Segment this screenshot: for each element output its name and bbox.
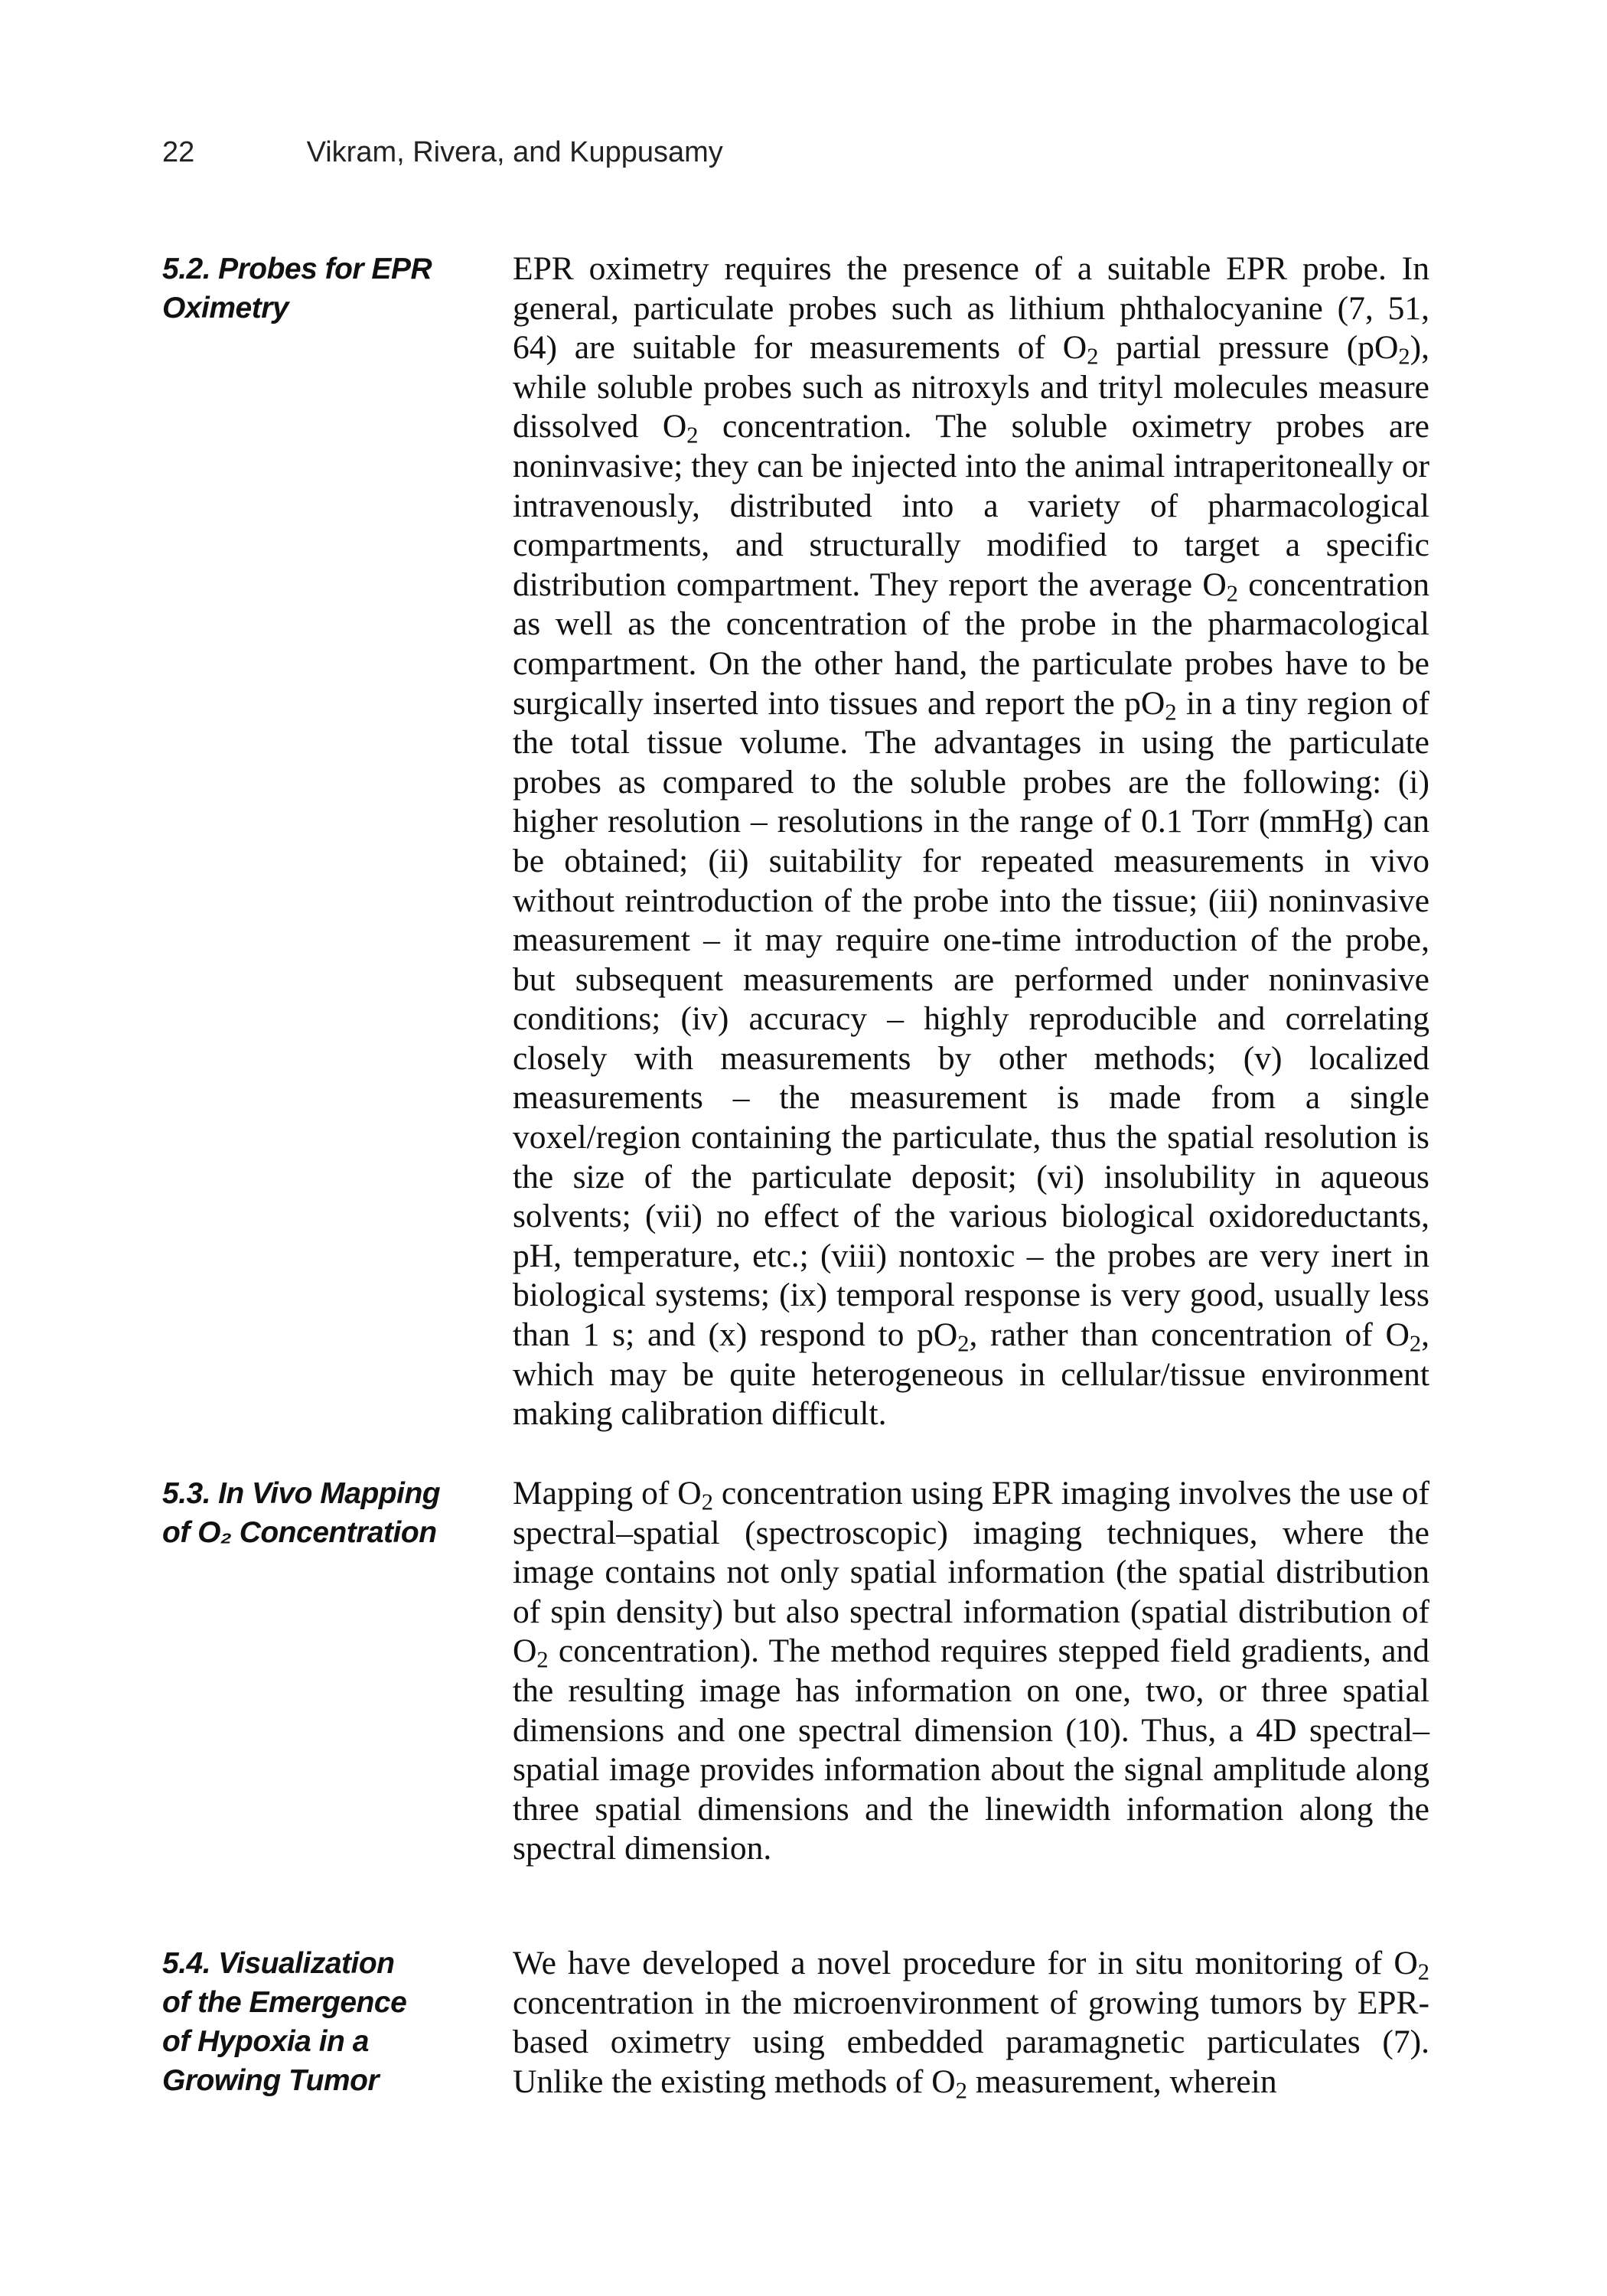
section-title-line: Growing Tumor [162, 2064, 380, 2097]
section-heading [162, 249, 491, 328]
section-paragraph [513, 1474, 1429, 1869]
section-title-line: In Vivo Mapping [218, 1477, 441, 1510]
section-title-line: of Hypoxia in a [162, 2025, 369, 2058]
subscript: 2 [701, 1489, 713, 1515]
text-run: in a tiny region of the total tissue volume. The advantages in using the particulate probes as compared to the soluble probes are the following: (i) higher resolution – resolutions in the range of 0.1 Torr (mmHg) can be obtained; (ii) suitability for repeated measurements in vivo without reintroduction of the probe into the tissue; (iii) noninvasive measurement – it may require one-time introduction of the probe, but subsequent measurements are performed under noninvasive conditions; (iv) accuracy – highly reproducible and correlating closely with measurements by other methods; (v) localized measurements – the measurement is made from a single voxel/region containing the particulate, thus the spatial resolution is the size of the particulate deposit; (vi) insolubility in aqueous solvents; (vii) no effect of the various biological oxidoreductants, pH, temperature, etc.; (viii) nontoxic – the probes are very inert in biological systems; (ix) temporal response is very good, usually less than 1 s; and (x) respond to pO [513, 684, 1429, 1354]
subscript: 2 [1165, 699, 1177, 726]
subscript: 2 [955, 2077, 967, 2104]
text-run: concentration. The soluble oximetry probes are noninvasive; they can be injected into the animal intraperitoneally or intravenously, distributed into a variety of pharmacological compartments, and structurally modified to target a specific distribution compartment. They report the average O [513, 408, 1429, 603]
section-paragraph [513, 1944, 1429, 2102]
text-run: concentration using EPR imaging involves the use of spectral–spatial (spectroscopic) imaging techniques, where the image contains not only spatial information (the spatial distribution of spin density) but also spectral information (spatial distribution of O [513, 1475, 1429, 1670]
text-run: concentration). The method requires stepped field gradients, and the resulting image has information on one, two, or three spatial dimensions and one spectral dimension (10). Thus, a 4D spectral–spatial image provides information about the signal amplitude along three spatial dimensions and the linewidth information along the spectral dimension. [513, 1632, 1429, 1867]
section-number: 5.3. [162, 1477, 211, 1510]
subscript: 2 [1417, 1958, 1429, 1985]
text-run: measurement, wherein [966, 2063, 1277, 2100]
section-title-line: Probes for EPR [218, 253, 432, 285]
section-heading [162, 1474, 491, 1552]
text-run: Mapping of O [513, 1475, 702, 1512]
section-title-line: Oximetry [162, 292, 289, 325]
subscript: 2 [686, 422, 699, 448]
text-run: , rather than concentration of O [969, 1316, 1410, 1354]
section-title-line: of O₂ Concentration [162, 1516, 437, 1549]
text-run: ), while soluble probes such as nitroxyls and trityl molecules measure dissolved O [513, 329, 1429, 445]
section-number: 5.2. [162, 253, 211, 285]
subscript: 2 [957, 1330, 970, 1357]
text-run: EPR oximetry requires the presence of a suitable EPR probe. In general, particulate probes such as lithium phthalocyanine (7, 51, 64) are suitable for measurements of O [513, 250, 1429, 367]
subscript: 2 [1226, 580, 1238, 607]
section-title-line: of the Emergence [162, 1986, 407, 2019]
section-paragraph [513, 249, 1429, 1434]
subscript: 2 [1409, 1330, 1422, 1357]
section-heading [162, 1944, 491, 2100]
page-number: 22 [162, 136, 195, 168]
text-run: We have developed a novel procedure for in situ monitoring of O [513, 1945, 1418, 1981]
section-title-line: Visualization [218, 1947, 395, 1980]
running-header-authors: Vikram, Rivera, and Kuppusamy [306, 136, 723, 168]
subscript: 2 [1087, 343, 1099, 370]
section-number: 5.4. [162, 1947, 211, 1980]
text-run: , which may be quite heterogeneous in cellular/tissue environment making calibration difficult. [513, 1316, 1429, 1433]
text-run: partial pressure (pO [1098, 329, 1399, 367]
text-run: concentration as well as the concentration of the probe in the pharmacological compartment. On the other hand, the particulate probes have to be surgically inserted into tissues and report the pO [513, 566, 1429, 722]
subscript: 2 [1398, 343, 1410, 370]
running-header [162, 136, 723, 169]
subscript: 2 [536, 1646, 549, 1673]
text-run: concentration in the microenvironment of growing tumors by EPR-based oximetry using embedded paramagnetic particulates (7). Unlike the existing methods of O [513, 1984, 1429, 2100]
